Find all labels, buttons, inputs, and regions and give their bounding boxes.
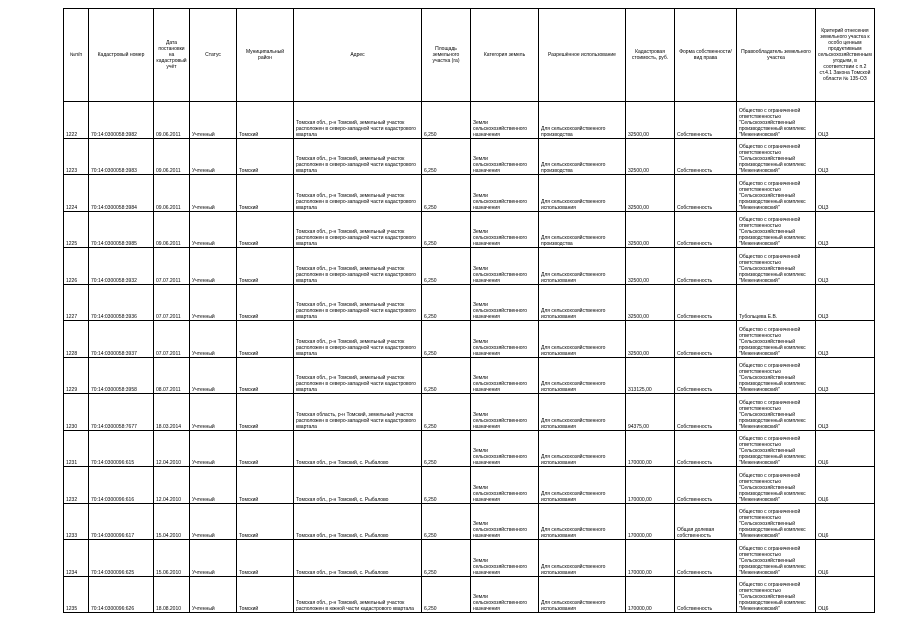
table-row [64, 175, 875, 212]
cell-status[interactable]: Учтенный [190, 175, 237, 212]
cell-holder[interactable]: Общество с ограниченной ответственностью "Сельскохозяйственный производственный комплекс "Межениновский" [737, 138, 816, 175]
cell-area[interactable]: 6,250 [422, 503, 471, 540]
cell-registration-date[interactable]: 12.04.2010 [154, 430, 190, 467]
cell-criterion[interactable]: ОЦ3 [816, 284, 875, 321]
table-row [64, 540, 875, 577]
cell-cadastral-value[interactable]: 32500,00 [626, 138, 675, 175]
cell-permitted-use[interactable]: Для сельскохозяйственного использования [539, 321, 626, 358]
cell-status[interactable]: Учтенный [190, 284, 237, 321]
header-cadastral-value: Кадастровая стоимость, руб. [626, 9, 675, 102]
cell-holder[interactable]: Общество с ограниченной ответственностью "Сельскохозяйственный производственный комплекс "Межениновский" [737, 540, 816, 577]
cell-district[interactable]: Томский [237, 248, 294, 285]
cell-cadastral-number[interactable]: 70:14:0300058:3937 [89, 321, 154, 358]
land-registry-table [63, 8, 875, 613]
header-holder: Правообладатель земельного участка [737, 9, 816, 102]
cell-address[interactable]: Томская обл., р-н Томский, с. Рыбалово [294, 467, 422, 504]
cell-category[interactable]: Земли сельскохозяйственного назначения [471, 102, 539, 139]
cell-cadastral-value[interactable]: 32500,00 [626, 175, 675, 212]
cell-num[interactable]: 1231 [64, 430, 89, 467]
cell-registration-date[interactable]: 07.07.2011 [154, 284, 190, 321]
cell-district[interactable]: Томский [237, 175, 294, 212]
cell-cadastral-number[interactable]: 70:14:0300058:3932 [89, 248, 154, 285]
header-row [64, 9, 875, 102]
cell-cadastral-number[interactable]: 70:14:0300096:617 [89, 503, 154, 540]
cell-ownership-form[interactable]: Собственность [675, 138, 737, 175]
cell-cadastral-value[interactable]: 32500,00 [626, 102, 675, 139]
cell-ownership-form[interactable]: Собственность [675, 576, 737, 613]
cell-area[interactable]: 6,250 [422, 102, 471, 139]
cell-area[interactable]: 6,250 [422, 211, 471, 248]
cell-status[interactable]: Учтенный [190, 394, 237, 431]
cell-ownership-form[interactable]: Собственность [675, 540, 737, 577]
cell-district[interactable]: Томский [237, 284, 294, 321]
cell-permitted-use[interactable]: Для сельскохозяйственного производства [539, 102, 626, 139]
cell-num[interactable]: 1224 [64, 175, 89, 212]
cell-ownership-form[interactable]: Собственность [675, 248, 737, 285]
cell-area[interactable]: 6,250 [422, 175, 471, 212]
cell-district[interactable]: Томский [237, 102, 294, 139]
table-row [64, 394, 875, 431]
cell-num[interactable]: 1229 [64, 357, 89, 394]
cell-ownership-form[interactable]: Собственность [675, 357, 737, 394]
table-row [64, 211, 875, 248]
cell-district[interactable]: Томский [237, 394, 294, 431]
cell-district[interactable]: Томский [237, 357, 294, 394]
cell-ownership-form[interactable]: Собственность [675, 321, 737, 358]
header-status: Статус [190, 9, 237, 102]
header-area: Площадь земельного участка (га) [422, 9, 471, 102]
header-registration-date: Дата постановки на кадастровый учёт [154, 9, 190, 102]
cell-permitted-use[interactable]: Для сельскохозяйственного использования [539, 430, 626, 467]
cell-permitted-use[interactable]: Для сельскохозяйственного использования [539, 467, 626, 504]
cell-criterion[interactable]: ОЦ6 [816, 430, 875, 467]
cell-cadastral-value[interactable]: 32500,00 [626, 248, 675, 285]
cell-num[interactable]: 1226 [64, 248, 89, 285]
cell-district[interactable]: Томский [237, 138, 294, 175]
cell-registration-date[interactable]: 07.07.2011 [154, 248, 190, 285]
cell-category[interactable]: Земли сельскохозяйственного назначения [471, 138, 539, 175]
cell-registration-date[interactable]: 12.04.2010 [154, 467, 190, 504]
table-row [64, 467, 875, 504]
cell-num[interactable]: 1222 [64, 102, 89, 139]
cell-cadastral-value[interactable]: 170000,00 [626, 503, 675, 540]
cell-holder[interactable]: Общество с ограниченной ответственностью "Сельскохозяйственный производственный комплекс "Межениновский" [737, 503, 816, 540]
cell-criterion[interactable]: ОЦ3 [816, 394, 875, 431]
cell-district[interactable]: Томский [237, 576, 294, 613]
cell-address[interactable]: Томская область, р-н Томский, земельный участок расположен в северо-западной части кадастрового квартала [294, 394, 422, 431]
cell-address[interactable]: Томская обл., р-н Томский, земельный участок расположен в северо-западной части кадастрового квартала [294, 357, 422, 394]
cell-cadastral-number[interactable]: 70:14:0300058:3985 [89, 211, 154, 248]
table-row [64, 284, 875, 321]
cell-registration-date[interactable]: 09.06.2011 [154, 102, 190, 139]
cell-holder[interactable]: Общество с ограниченной ответственностью "Сельскохозяйственный производственный комплекс "Межениновский" [737, 467, 816, 504]
table-body [64, 102, 875, 613]
cell-category[interactable]: Земли сельскохозяйственного назначения [471, 430, 539, 467]
cell-status[interactable]: Учтенный [190, 211, 237, 248]
cell-holder[interactable]: Общество с ограниченной ответственностью "Сельскохозяйственный производственный комплекс "Межениновский" [737, 248, 816, 285]
cell-registration-date[interactable]: 09.06.2011 [154, 138, 190, 175]
table-row [64, 357, 875, 394]
cell-criterion[interactable]: ОЦ3 [816, 138, 875, 175]
cell-registration-date[interactable]: 15.04.2010 [154, 503, 190, 540]
cell-cadastral-number[interactable]: 70:14:0300058:3983 [89, 138, 154, 175]
cell-cadastral-value[interactable]: 170000,00 [626, 467, 675, 504]
cell-num[interactable]: 1228 [64, 321, 89, 358]
cell-holder[interactable]: Тубольцева Е.В. [737, 284, 816, 321]
cell-area[interactable]: 6,250 [422, 138, 471, 175]
cell-area[interactable]: 6,250 [422, 394, 471, 431]
cell-criterion[interactable]: ОЦ6 [816, 576, 875, 613]
cell-area[interactable]: 6,250 [422, 321, 471, 358]
cell-holder[interactable]: Общество с ограниченной ответственностью "Сельскохозяйственный производственный комплекс "Межениновский" [737, 394, 816, 431]
header-ownership-form: Форма собственности/вид права [675, 9, 737, 102]
cell-district[interactable]: Томский [237, 503, 294, 540]
header-cadastral-number: Кадастровый номер [89, 9, 154, 102]
cell-cadastral-value[interactable]: 94375,00 [626, 394, 675, 431]
cell-holder[interactable]: Общество с ограниченной ответственностью "Сельскохозяйственный производственный комплекс "Межениновский" [737, 576, 816, 613]
cell-criterion[interactable]: ОЦ6 [816, 503, 875, 540]
cell-category[interactable]: Земли сельскохозяйственного назначения [471, 503, 539, 540]
cell-permitted-use[interactable]: Для сельскохозяйственного использования [539, 394, 626, 431]
cell-cadastral-number[interactable]: 70:14:0300058:3984 [89, 175, 154, 212]
table-row [64, 248, 875, 285]
cell-category[interactable]: Земли сельскохозяйственного назначения [471, 175, 539, 212]
cell-address[interactable]: Томская обл., р-н Томский, с. Рыбалово [294, 503, 422, 540]
cell-permitted-use[interactable]: Для сельскохозяйственного производства [539, 211, 626, 248]
cell-ownership-form[interactable]: Собственность [675, 102, 737, 139]
cell-permitted-use[interactable]: Для сельскохозяйственного производства [539, 138, 626, 175]
cell-area[interactable]: 6,250 [422, 248, 471, 285]
cell-category[interactable]: Земли сельскохозяйственного назначения [471, 284, 539, 321]
cell-address[interactable]: Томская обл., р-н Томский, земельный участок расположен в северо-западной части кадастрового квартала [294, 248, 422, 285]
cell-num[interactable]: 1227 [64, 284, 89, 321]
cell-address[interactable]: Томская обл., р-н Томский, земельный участок расположен в северо-западной части кадастрового квартала [294, 102, 422, 139]
cell-cadastral-value[interactable]: 32500,00 [626, 284, 675, 321]
cell-area[interactable]: 6,250 [422, 540, 471, 577]
cell-holder[interactable]: Общество с ограниченной ответственностью "Сельскохозяйственный производственный комплекс "Межениновский" [737, 211, 816, 248]
cell-registration-date[interactable]: 07.07.2011 [154, 321, 190, 358]
cell-num[interactable]: 1225 [64, 211, 89, 248]
cell-holder[interactable]: Общество с ограниченной ответственностью "Сельскохозяйственный производственный комплекс "Межениновский" [737, 357, 816, 394]
header-criterion: Критерий отнесения земельного участка к особо ценным продуктивным сельскохозяйственным угодьям, в соответствии с п.2 ст.4.1 Закона Томской области № 135-ОЗ [816, 9, 875, 102]
cell-area[interactable]: 6,250 [422, 467, 471, 504]
cell-status[interactable]: Учтенный [190, 467, 237, 504]
cell-category[interactable]: Земли сельскохозяйственного назначения [471, 576, 539, 613]
cell-area[interactable]: 6,250 [422, 357, 471, 394]
cell-criterion[interactable]: ОЦ3 [816, 175, 875, 212]
cell-num[interactable]: 1233 [64, 503, 89, 540]
cell-status[interactable]: Учтенный [190, 321, 237, 358]
cell-status[interactable]: Учтенный [190, 430, 237, 467]
cell-district[interactable]: Томский [237, 430, 294, 467]
cell-holder[interactable]: Общество с ограниченной ответственностью "Сельскохозяйственный производственный комплекс "Межениновский" [737, 175, 816, 212]
cell-ownership-form[interactable]: Собственность [675, 394, 737, 431]
cell-ownership-form[interactable]: Общая долевая собственность [675, 503, 737, 540]
cell-area[interactable]: 6,250 [422, 284, 471, 321]
cell-permitted-use[interactable]: Для сельскохозяйственного использования [539, 248, 626, 285]
cell-category[interactable]: Земли сельскохозяйственного назначения [471, 211, 539, 248]
table-row [64, 138, 875, 175]
cell-category[interactable]: Земли сельскохозяйственного назначения [471, 394, 539, 431]
cell-permitted-use[interactable]: Для сельскохозяйственного использования [539, 175, 626, 212]
cell-cadastral-value[interactable]: 170000,00 [626, 430, 675, 467]
cell-registration-date[interactable]: 09.06.2011 [154, 211, 190, 248]
cell-district[interactable]: Томский [237, 467, 294, 504]
cell-district[interactable]: Томский [237, 211, 294, 248]
cell-area[interactable]: 6,250 [422, 430, 471, 467]
cell-cadastral-number[interactable]: 70:14:0300096:625 [89, 540, 154, 577]
cell-cadastral-value[interactable]: 32500,00 [626, 321, 675, 358]
cell-ownership-form[interactable]: Собственность [675, 175, 737, 212]
cell-num[interactable]: 1223 [64, 138, 89, 175]
header-district: Муниципальный район [237, 9, 294, 102]
cell-criterion[interactable]: ОЦ3 [816, 321, 875, 358]
cell-registration-date[interactable]: 18.03.2014 [154, 394, 190, 431]
cell-num[interactable]: 1234 [64, 540, 89, 577]
table-row [64, 503, 875, 540]
cell-address[interactable]: Томская обл., р-н Томский, земельный участок расположен в северо-западной части кадастрового квартала [294, 211, 422, 248]
cell-cadastral-value[interactable]: 32500,00 [626, 211, 675, 248]
cell-address[interactable]: Томская обл., р-н Томский, с. Рыбалово [294, 540, 422, 577]
cell-permitted-use[interactable]: Для сельскохозяйственного использования [539, 284, 626, 321]
cell-holder[interactable]: Общество с ограниченной ответственностью "Сельскохозяйственный производственный комплекс "Межениновский" [737, 321, 816, 358]
cell-criterion[interactable]: ОЦ6 [816, 467, 875, 504]
cell-holder[interactable]: Общество с ограниченной ответственностью "Сельскохозяйственный производственный комплекс "Межениновский" [737, 102, 816, 139]
cell-permitted-use[interactable]: Для сельскохозяйственного использования [539, 503, 626, 540]
cell-cadastral-number[interactable]: 70:14:0300096:616 [89, 467, 154, 504]
cell-address[interactable]: Томская обл., р-н Томский, земельный участок расположен в северо-западной части кадастрового квартала [294, 138, 422, 175]
cell-category[interactable]: Земли сельскохозяйственного назначения [471, 321, 539, 358]
cell-ownership-form[interactable]: Собственность [675, 284, 737, 321]
cell-cadastral-number[interactable]: 70:14:0300058:3936 [89, 284, 154, 321]
cell-criterion[interactable]: ОЦ3 [816, 357, 875, 394]
cell-address[interactable]: Томская обл., р-н Томский, земельный участок расположен в южной части кадастрового квартала [294, 576, 422, 613]
cell-permitted-use[interactable]: Для сельскохозяйственного использования [539, 357, 626, 394]
header-num: №п/п [64, 9, 89, 102]
cell-registration-date[interactable]: 09.06.2011 [154, 175, 190, 212]
cell-num[interactable]: 1232 [64, 467, 89, 504]
cell-cadastral-number[interactable]: 70:14:0300058:7677 [89, 394, 154, 431]
cell-status[interactable]: Учтенный [190, 357, 237, 394]
cell-holder[interactable]: Общество с ограниченной ответственностью "Сельскохозяйственный производственный комплекс "Межениновский" [737, 430, 816, 467]
cell-category[interactable]: Земли сельскохозяйственного назначения [471, 540, 539, 577]
cell-permitted-use[interactable]: Для сельскохозяйственного использования [539, 576, 626, 613]
cell-ownership-form[interactable]: Собственность [675, 430, 737, 467]
cell-ownership-form[interactable]: Собственность [675, 211, 737, 248]
cell-address[interactable]: Томская обл., р-н Томский, земельный участок расположен в северо-западной части кадастрового квартала [294, 284, 422, 321]
cell-status[interactable]: Учтенный [190, 503, 237, 540]
cell-criterion[interactable]: ОЦ3 [816, 211, 875, 248]
cell-registration-date[interactable]: 15.06.2010 [154, 540, 190, 577]
cell-cadastral-value[interactable]: 170000,00 [626, 540, 675, 577]
cell-num[interactable]: 1230 [64, 394, 89, 431]
cell-category[interactable]: Земли сельскохозяйственного назначения [471, 357, 539, 394]
cell-registration-date[interactable]: 08.07.2011 [154, 357, 190, 394]
header-category: Категория земель [471, 9, 539, 102]
cell-cadastral-number[interactable]: 70:14:0300058:3958 [89, 357, 154, 394]
header-permitted-use: Разрешённое использование [539, 9, 626, 102]
cell-criterion[interactable]: ОЦ3 [816, 248, 875, 285]
cell-category[interactable]: Земли сельскохозяйственного назначения [471, 467, 539, 504]
cell-category[interactable]: Земли сельскохозяйственного назначения [471, 248, 539, 285]
cell-status[interactable]: Учтенный [190, 576, 237, 613]
table-row [64, 102, 875, 139]
cell-status[interactable]: Учтенный [190, 540, 237, 577]
table-row [64, 430, 875, 467]
cell-area[interactable]: 6,250 [422, 576, 471, 613]
cell-ownership-form[interactable]: Собственность [675, 467, 737, 504]
cell-district[interactable]: Томский [237, 321, 294, 358]
cell-status[interactable]: Учтенный [190, 248, 237, 285]
cell-permitted-use[interactable]: Для сельскохозяйственного использования [539, 540, 626, 577]
header-address: Адрес [294, 9, 422, 102]
cell-district[interactable]: Томский [237, 540, 294, 577]
cell-cadastral-number[interactable]: 70:14:0300096:626 [89, 576, 154, 613]
cell-address[interactable]: Томская обл., р-н Томский, земельный участок расположен в северо-западной части кадастрового квартала [294, 321, 422, 358]
cell-address[interactable]: Томская обл., р-н Томский, земельный участок расположен в северо-западной части кадастрового квартала [294, 175, 422, 212]
cell-status[interactable]: Учтенный [190, 138, 237, 175]
cell-cadastral-value[interactable]: 313125,00 [626, 357, 675, 394]
cell-criterion[interactable]: ОЦ6 [816, 540, 875, 577]
cell-cadastral-value[interactable]: 170000,00 [626, 576, 675, 613]
cell-registration-date[interactable]: 18.08.2010 [154, 576, 190, 613]
table-row [64, 576, 875, 613]
cell-cadastral-number[interactable]: 70:14:0300058:3982 [89, 102, 154, 139]
cell-num[interactable]: 1235 [64, 576, 89, 613]
cell-cadastral-number[interactable]: 70:14:0300096:615 [89, 430, 154, 467]
cell-address[interactable]: Томская обл., р-н Томский, с. Рыбалово [294, 430, 422, 467]
cell-status[interactable]: Учтенный [190, 102, 237, 139]
cell-criterion[interactable]: ОЦ3 [816, 102, 875, 139]
table-row [64, 321, 875, 358]
